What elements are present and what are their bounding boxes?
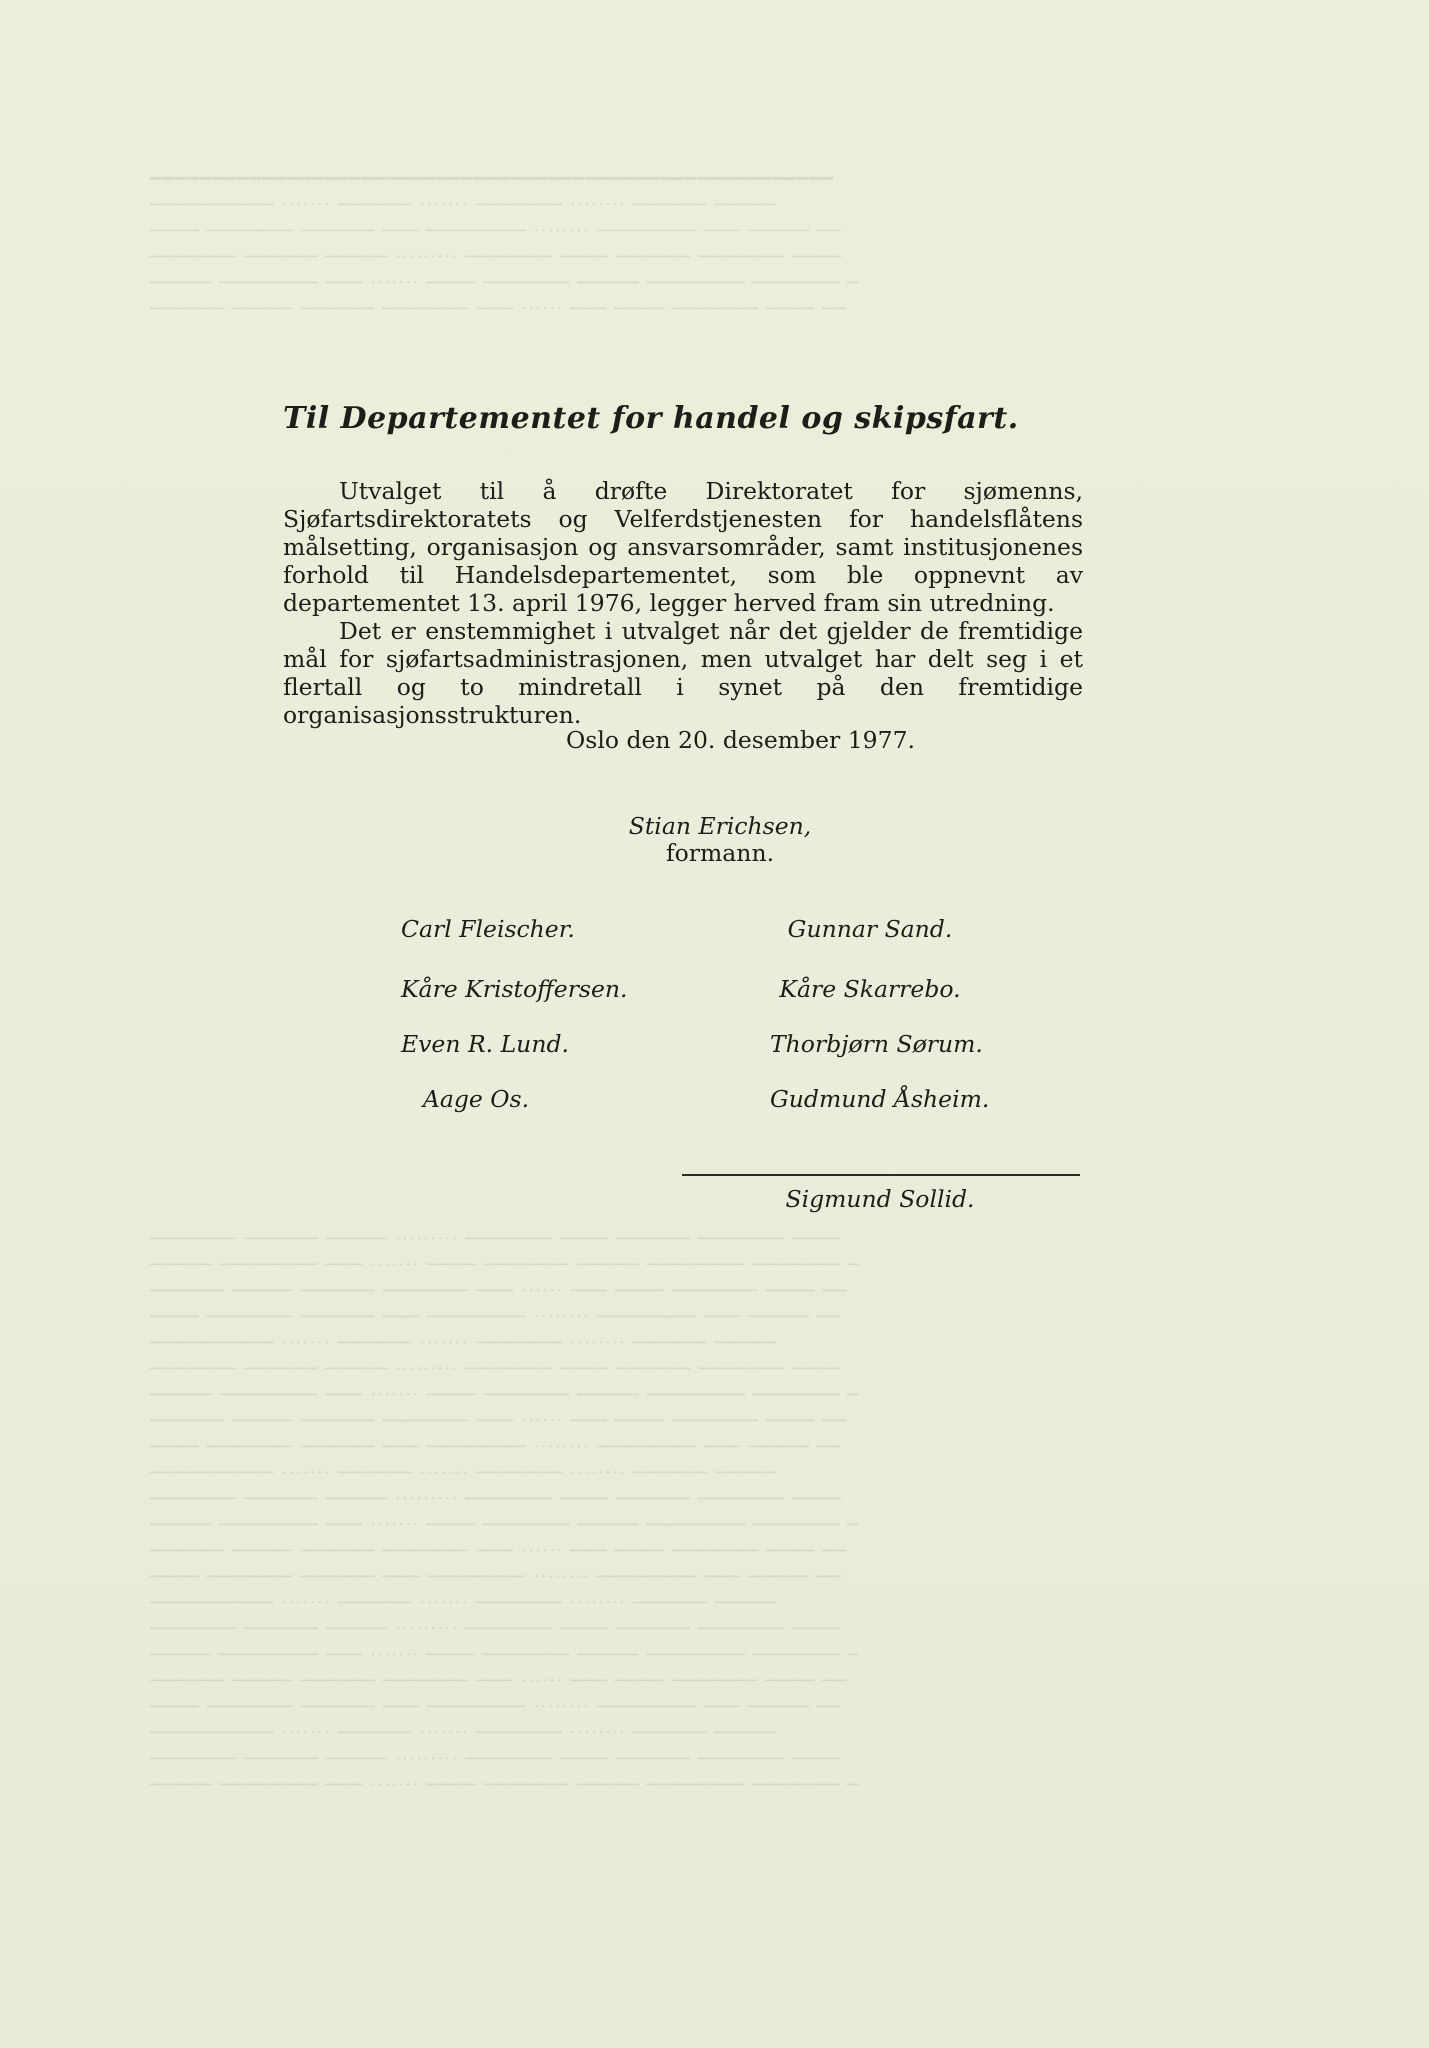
signatory-left-1: Carl Fleischer. — [401, 915, 575, 943]
show-through-text: ━━━━━━━━━━━━━━━━━━━━━━━━━━━━━━━━━━━━━━━━━━━━━━━━━━━━━━━ ────────── ······· ────── ······· ─────── ········ ────── ───── ──── ─────── ────── ─── ──────── ········ ──────── ─── ───── ── ─────── ────── ───── ········· ─────── ──── ────── ─────── ──── ───── ──────── ─── ······· ──── ─────── ───── ──────── ─────── ─ ────── ───── ────── ─────── ─── ······ ─── ──── ─────── ──── ── — [150, 168, 860, 320]
paragraph-1: Utvalget til å drøfte Direktoratet for sjømenns, Sjøfartsdirektoratets og Velferdstjenesten for handelsflåtens målsetting, organisasjon og ansvarsområder, samt institusjonenes forhold til Handelsdepartementet, som ble oppnevnt av departementet 13. april 1976, legger herved fram sin utredning. — [283, 477, 1083, 617]
letter-heading: Til Departementet for handel og skipsfart. — [283, 401, 1019, 436]
signatory-right-2: Kåre Skarrebo. — [779, 975, 961, 1003]
separate-signatory: Sigmund Sollid. — [785, 1185, 975, 1213]
chair-title: formann. — [665, 839, 775, 867]
signatory-left-2: Kåre Kristoffersen. — [401, 975, 628, 1003]
signatory-left-3: Even R. Lund. — [401, 1030, 569, 1058]
date-text: Oslo den 20. desember 1977. — [566, 726, 915, 754]
signatory-left-4: Aage Os. — [422, 1085, 530, 1113]
chair-signature — [570, 813, 870, 867]
divider-line — [682, 1174, 1080, 1176]
paragraph-2: Det er enstemmighet i utvalget når det gjelder de fremtidige mål for sjøfartsadministrasjonen, men utvalget har delt seg i et flertall og to mindretall i synet på den fremtidige organisasjonsstrukturen. — [283, 617, 1083, 729]
signatory-right-3: Thorbjørn Sørum. — [770, 1030, 983, 1058]
date-line — [0, 726, 1429, 754]
show-through-text-lower: ─────── ────── ───── ········· ─────── ──── ────── ─────── ──── ───── ──────── ─── ······· ──── ─────── ───── ──────── ─────── ─ ────── ───── ────── ─────── ─── ······ ─── ──── ─────── ──── ── ──── ─────── ────── ─── ──────── ········ ──────── ─── ───── ── ────────── ······· ────── ······· ─────── ········ ────── ───── ─────── ────── ───── ········· ─────── ──── ────── ─────── ──── ───── ──────── ─── ······· ──── ─────── ───── ──────── ─────── ─ ────── ───── ────── ─────── ─── ······ ─── ──── ─────── ──── ── ──── ─────── ────── ─── ──────── ········ ──────── ─── ───── ── ────────── ······· ────── ······· ─────── ········ ────── ───── ─────── ────── ───── ········· ─────── ──── ────── ─────── ──── ───── ──────── ─── ······· ──── ─────── ───── ──────── ─────── ─ ────── ───── ────── ─────── ─── ······ ─── ──── ─────── ──── ── ──── ─────── ────── ─── ──────── ········ ──────── ─── ───── ── ────────── ······· ────── ······· ─────── ········ ────── ───── ─────── ────── ───── ········· ─────── ──── ────── ─────── ──── ───── ──────── ─── ······· ──── ─────── ───── ──────── ─────── ─ ────── ───── ────── ─────── ─── ······ ─── ──── ─────── ──── ── ──── ─────── ────── ─── ──────── ········ ──────── ─── ───── ── ────────── ······· ────── ······· ─────── ········ ────── ───── ─────── ────── ───── ········· ─────── ──── ────── ─────── ──── ───── ──────── ─── ······· ──── ─────── ───── ──────── ─────── ─ — [150, 1228, 860, 1796]
letter-body — [283, 477, 1083, 729]
signatory-right-1: Gunnar Sand. — [787, 915, 953, 943]
signatory-right-4: Gudmund Åsheim. — [770, 1085, 990, 1113]
chair-name: Stian Erichsen, — [628, 812, 812, 840]
